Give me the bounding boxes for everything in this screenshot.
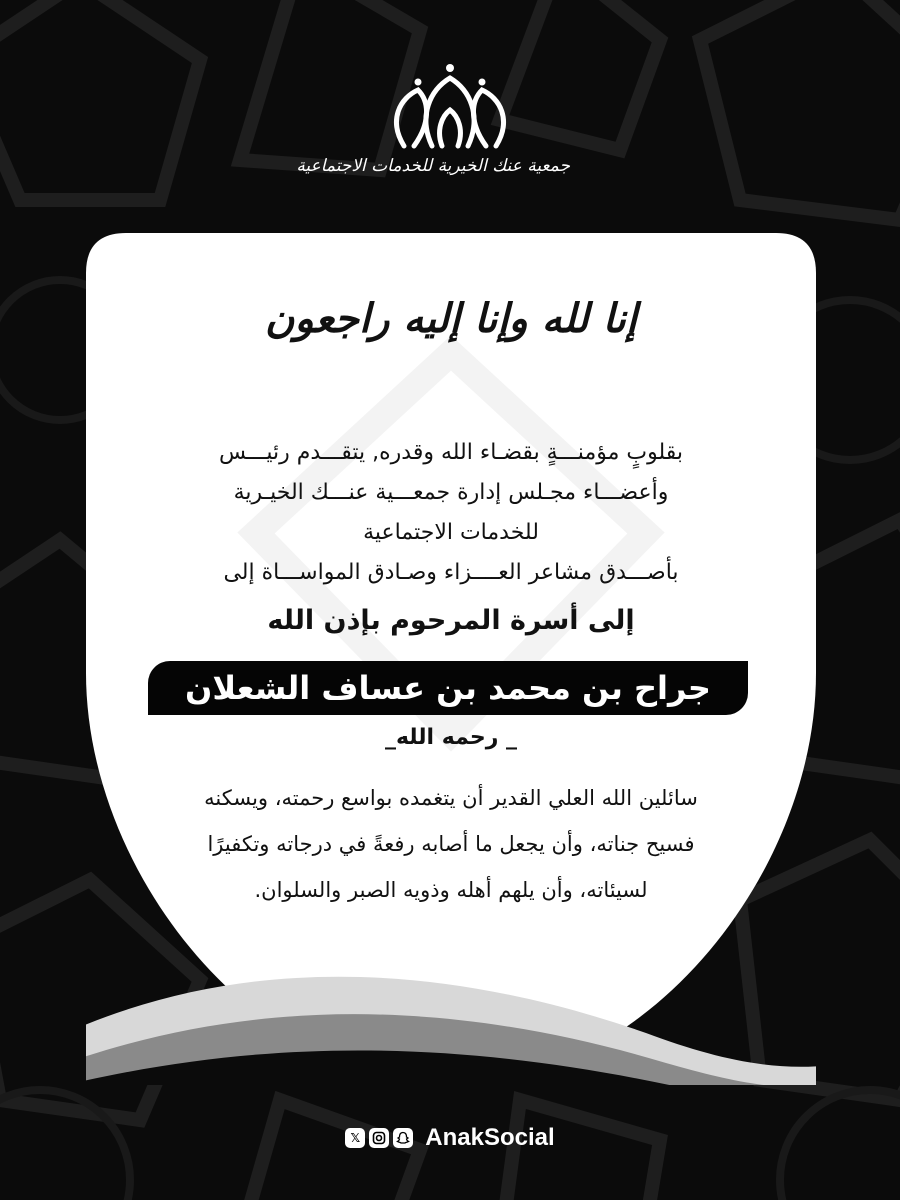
organization-logo xyxy=(296,60,570,176)
condolence-card xyxy=(86,233,816,1085)
intro-line: وأعضـــاء مجـلس إدارة جمعـــية عنـــك الخيـرية xyxy=(233,480,669,505)
brand-handle: AnakSocial xyxy=(425,1124,555,1151)
quran-verse-calligraphy: إنا لله وإنا إليه راجعون xyxy=(264,295,638,342)
organization-name: جمعية عنك الخيرية للخدمات الاجتماعية xyxy=(296,156,570,176)
deceased-name-banner: جراح بن محمد بن عساف الشعلان xyxy=(148,661,748,715)
instagram-icon[interactable] xyxy=(369,1128,389,1148)
prayer-line: فسيح جناته، وأن يجعل ما أصابه رفعةً في درجاته وتكفيرًا xyxy=(207,832,695,856)
snapchat-icon[interactable] xyxy=(393,1128,413,1148)
prayer-line: سائلين الله العلي القدير أن يتغمده بواسع رحمته، ويسكنه xyxy=(204,786,698,810)
intro-line: بأصـــدق مشاعر العــــزاء وصـادق المواســـاة إلى xyxy=(223,560,679,585)
prayer-line: لسيئاته، وأن يلهم أهله وذويه الصبر والسلوان. xyxy=(254,878,648,902)
intro-line: بقلوبٍ مؤمنـــةٍ بقضـاء الله وقدره, يتقـــدم رئيـــس xyxy=(219,440,683,465)
x-icon[interactable]: 𝕏 xyxy=(345,1128,365,1148)
domes-logo-icon xyxy=(390,60,510,152)
prayer-paragraph xyxy=(131,775,771,913)
to-family-heading: إلى أسرة المرحوم بإذن الله xyxy=(267,605,635,636)
social-footer xyxy=(330,1118,570,1158)
intro-paragraph xyxy=(141,433,761,593)
intro-line: للخدمات الاجتماعية xyxy=(363,520,539,545)
mercy-text: _ رحمه الله_ xyxy=(384,725,518,750)
